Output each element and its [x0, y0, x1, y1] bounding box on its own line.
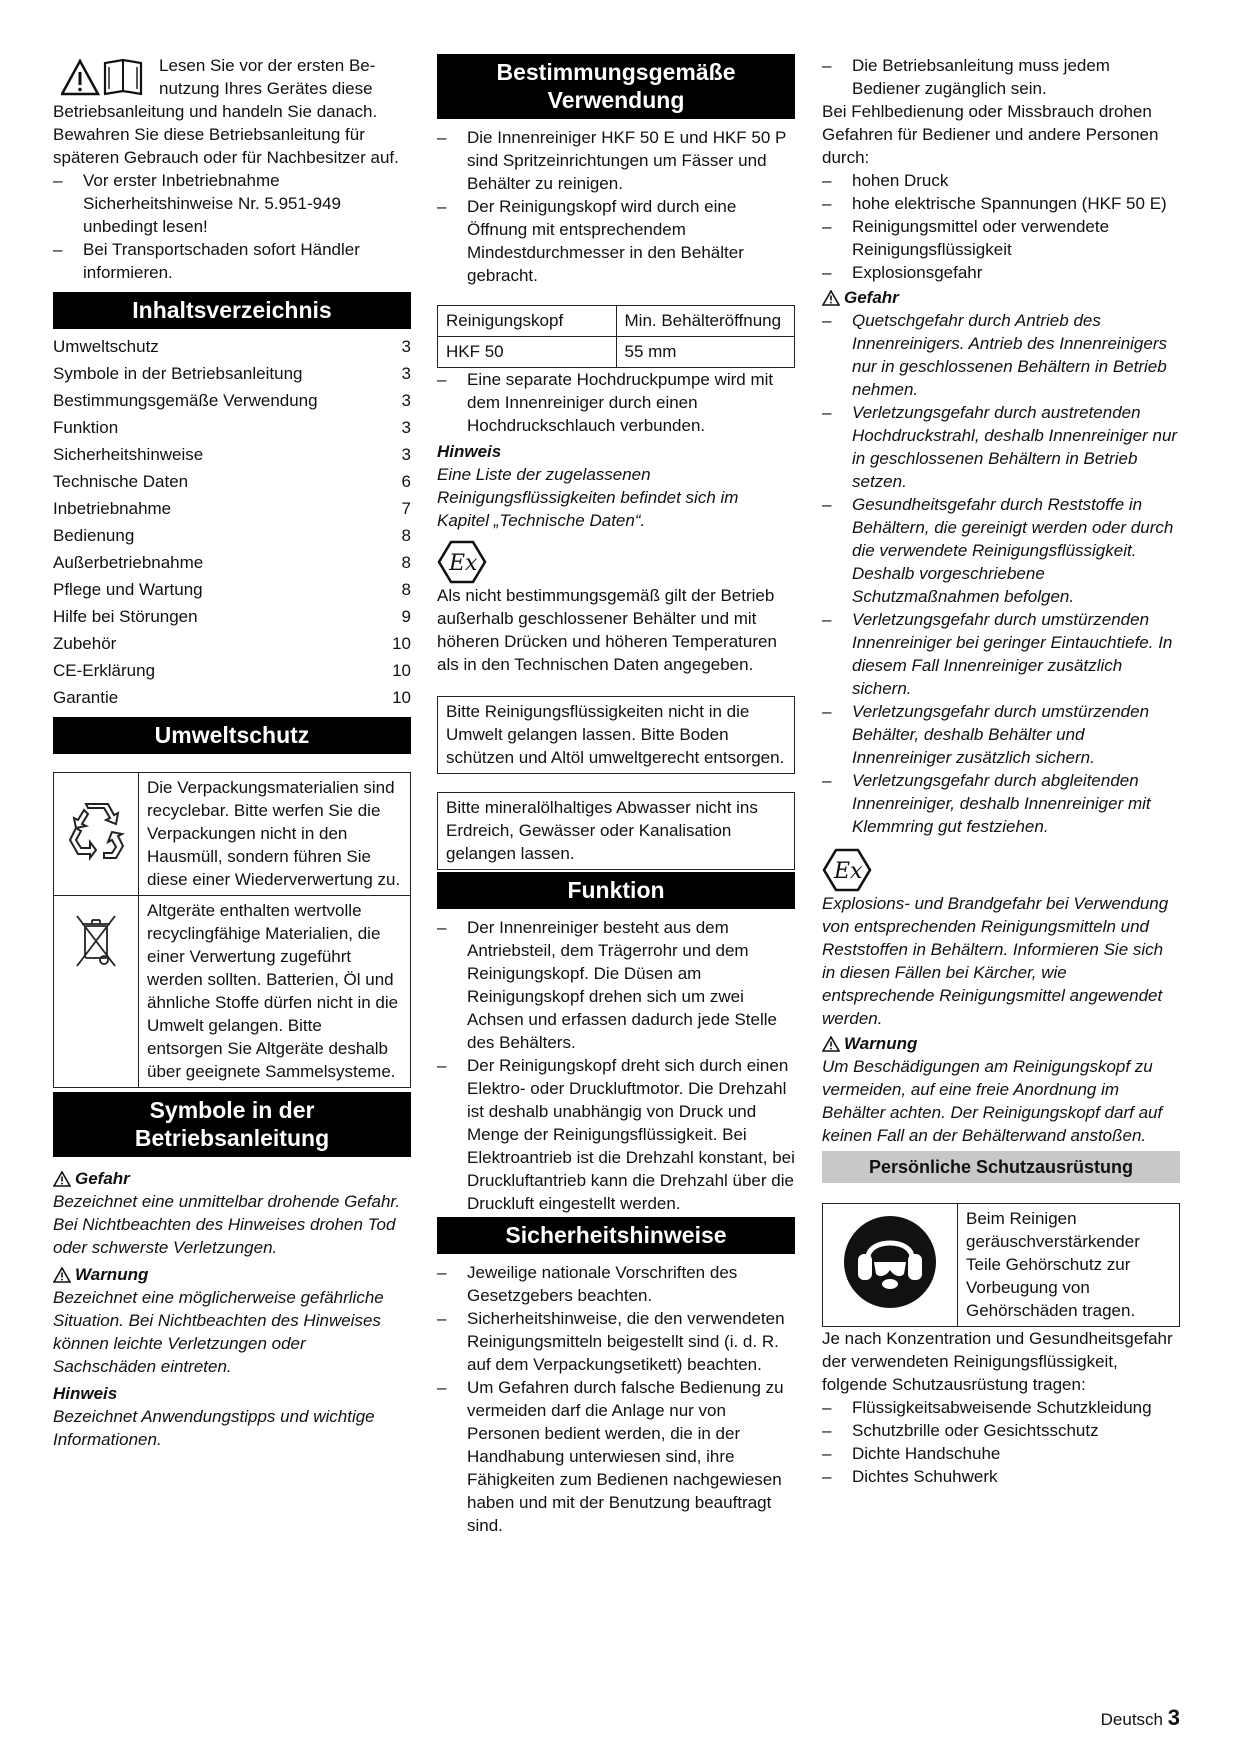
- list-item: – Die Innenreiniger HKF 50 E und HKF 50 P sind Spritzeinrichtungen um Fässer und Behälter zu reinigen.: [437, 128, 787, 193]
- funktion-heading: Funktion: [437, 872, 795, 909]
- toc-page: 6: [401, 472, 411, 491]
- list-item: – Vor erster Inbetriebnahme Sicherheitshinweise Nr. 5.951-949 unbedingt lesen!: [53, 171, 341, 236]
- svg-text:Ex: Ex: [834, 859, 863, 884]
- list-item: – Gesundheitsgefahr durch Reststoffe in Behältern, die gereinigt werden oder durch die verwendete Reinigungsflüssigkeit. Deshalb vorgeschriebene Schutzmaßnahmen befolgen.: [822, 495, 1174, 606]
- warning-triangle-icon: [53, 1171, 71, 1187]
- toc-row: [53, 387, 411, 414]
- toc-row: [53, 522, 411, 549]
- env-note-box-2: Bitte mineralölhaltiges Abwasser nicht ins Erdreich, Gewässer oder Kanalisation gelangen lassen.: [437, 792, 795, 870]
- list-item: – hohen Druck: [822, 171, 949, 190]
- hinweis-text: Eine Liste der zugelassenen Reinigungsflüssigkeiten befindet sich im Kapitel „Technische Daten“.: [437, 465, 739, 530]
- toc-label: Pflege und Wartung: [53, 580, 203, 599]
- toc-page: 3: [401, 418, 411, 437]
- toc-row: [53, 603, 411, 630]
- column-left: [53, 54, 411, 1451]
- psa-box-text: Beim Reinigen geräuschverstärkender Teile Gehörschutz zur Vorbeugung von Gehörschäden tragen.: [958, 1204, 1180, 1327]
- table-row: [54, 896, 411, 1088]
- toc-page: 10: [392, 688, 411, 707]
- warnung-label-row: [822, 1032, 1180, 1055]
- gefahr-label: Gefahr: [75, 1169, 130, 1188]
- hinweis-label: Hinweis: [53, 1384, 118, 1403]
- psa-list: [822, 1396, 1180, 1488]
- table-header-cell: Reinigungskopf: [438, 306, 617, 337]
- toc-page: 10: [392, 634, 411, 653]
- toc-label: Symbole in der Betriebsanleitung: [53, 364, 303, 383]
- toc-label: Inbetriebnahme: [53, 499, 172, 518]
- usage-bullets: [437, 126, 795, 287]
- list-item: – Der Reinigungskopf dreht sich durch einen Elektro- oder Druckluftmotor. Die Drehzahl ist deshalb unabhängig von Druck und Menge der Reinigungsflüssigkeit. Bei Elektroantrieb ist die Drehzahl konstant, bei Druckluftantrieb kann die Drehzahl über die Druckluft eingestellt werden.: [437, 1056, 795, 1213]
- ex-text: Explosions- und Brandgefahr bei Verwendung von entsprechenden Reinigungsmitteln und Reststoffen in Behältern. Informieren Sie sich in diesen Fällen bei Kärcher, wie entsprechende Reinigungsmittel angewendet werden.: [822, 894, 1169, 1028]
- list-item: – hohe elektrische Spannungen (HKF 50 E): [822, 194, 1167, 213]
- warnung-text: Bezeichnet eine möglicherweise gefährliche Situation. Bei Nichtbeachten des Hinweises können leichte Verletzungen oder Sachschäden eintreten.: [53, 1288, 384, 1376]
- toc-label: Sicherheitshinweise: [53, 445, 204, 464]
- explosion-protection-icon: [822, 848, 872, 892]
- intro-line-1: Lesen Sie vor der ersten Be-: [159, 56, 376, 75]
- funktion-bullets: [437, 916, 795, 1215]
- psa-para: Je nach Konzentration und Gesundheitsgefahr der verwendeten Reinigungsflüssigkeit, folgende Schutzausrüstung tragen:: [822, 1329, 1173, 1394]
- ex-symbol: [822, 848, 1180, 892]
- list-item: – Der Innenreiniger besteht aus dem Antriebsteil, dem Trägerrohr und dem Reinigungskopf. Die Düsen am Reinigungskopf drehen sich um zwei Achsen und erfassen dadurch jede Stelle des Behälters.: [437, 918, 777, 1052]
- toc-label: Technische Daten: [53, 472, 189, 491]
- toc-label: Zubehör: [53, 634, 117, 653]
- gefahr-label: Gefahr: [844, 288, 899, 307]
- list-item: – Um Gefahren durch falsche Bedienung zu vermeiden darf die Anlage nur von Personen bedient werden, die in der Handhabung unterwiesen sind, ihre Fähigkeiten zum Bedienen nachgewiesen haben und mit der Benutzung beauftragt sind.: [437, 1378, 784, 1535]
- warning-triangle-icon: [822, 1036, 840, 1052]
- list-item: – Quetschgefahr durch Antrieb des Innenreinigers. Antrieb des Innenreinigers nur in geschlossenen Behältern in Betrieb nehmen.: [822, 311, 1168, 399]
- psa-table: [822, 1203, 1180, 1327]
- table-cell: HKF 50: [438, 337, 617, 368]
- toc-heading: Inhaltsverzeichnis: [53, 292, 411, 329]
- toc-row: [53, 414, 411, 441]
- hinweis-text: Bezeichnet Anwendungstipps und wichtige Informationen.: [53, 1407, 375, 1449]
- list-item: – Flüssigkeitsabweisende Schutzkleidung: [822, 1398, 1152, 1417]
- toc-label: Umweltschutz: [53, 337, 159, 356]
- warning-triangle-icon: [822, 290, 840, 306]
- list-item: – Jeweilige nationale Vorschriften des Gesetzgebers beachten.: [437, 1263, 738, 1305]
- toc-row: [53, 360, 411, 387]
- toc-label: CE-Erklärung: [53, 661, 156, 680]
- list-item: – Verletzungsgefahr durch austretenden Hochdruckstrahl, deshalb Innenreiniger nur in geschlossenen Behältern in Betrieb setzen.: [822, 403, 1178, 491]
- list-item: – Verletzungsgefahr durch umstürzenden Innenreiniger bei geringer Eintauchtiefe. In diesem Fall Innenreiniger zusätzlich sichern.: [822, 610, 1173, 698]
- symbols-heading: Symbole in der Betriebsanleitung: [53, 1092, 411, 1157]
- gefahr-label-row: [53, 1167, 411, 1190]
- toc-label: Hilfe bei Störungen: [53, 607, 198, 626]
- toc-page: 3: [401, 391, 411, 410]
- recycle-icon: [66, 800, 126, 862]
- warning-triangle-icon: [53, 1267, 71, 1283]
- intro-rest: Betriebsanleitung und handeln Sie danach. Bewahren Sie diese Betriebsanleitung für späteren Gebrauch oder für Nachbesitzer auf.: [53, 102, 399, 167]
- intro-bullets: [53, 169, 411, 284]
- table-row: [823, 1204, 1180, 1327]
- toc-row: [53, 468, 411, 495]
- toc-row: [53, 441, 411, 468]
- toc-row: [53, 549, 411, 576]
- env-table: [53, 772, 411, 1088]
- ex-symbol: [437, 540, 795, 584]
- top-bullet: [822, 54, 1180, 100]
- toc: [53, 333, 411, 711]
- sicherheit-heading: Sicherheitshinweise: [437, 1217, 795, 1254]
- toc-label: Funktion: [53, 418, 119, 437]
- table-row: [54, 773, 411, 896]
- list-item: – Explosionsgefahr: [822, 263, 983, 282]
- warning-and-manual-icon: [61, 58, 145, 98]
- opening-table: [437, 305, 795, 368]
- svg-text:Ex: Ex: [449, 551, 478, 576]
- usage-bullet-3: [437, 368, 795, 437]
- toc-page: 3: [401, 364, 411, 383]
- intro: [53, 54, 411, 169]
- toc-label: Garantie: [53, 688, 119, 707]
- toc-page: 10: [392, 661, 411, 680]
- hinweis-label: Hinweis: [437, 442, 502, 461]
- toc-label: Bedienung: [53, 526, 135, 545]
- list-item: – Verletzungsgefahr durch umstürzenden Behälter, deshalb Behälter und Innenreiniger zusätzlich sichern.: [822, 702, 1150, 767]
- toc-page: 3: [401, 337, 411, 356]
- table-header-cell: Min. Behälteröffnung: [616, 306, 795, 337]
- column-right: [822, 54, 1180, 1488]
- list-item: – Eine separate Hochdruckpumpe wird mit dem Innenreiniger durch einen Hochdruckschlauch verbunden.: [437, 370, 774, 435]
- column-middle: [437, 54, 795, 1537]
- recycle-cell: [54, 773, 139, 896]
- toc-page: 3: [401, 445, 411, 464]
- toc-row: [53, 657, 411, 684]
- env-text-1: Die Verpackungsmaterialien sind recyclebar. Bitte werfen Sie die Verpackungen nicht in den Hausmüll, sondern führen Sie diese einer Wiederverwertung zu.: [139, 773, 411, 896]
- warnung-label: Warnung: [844, 1034, 918, 1053]
- ppe-icon-cell: [823, 1204, 958, 1327]
- toc-label: Bestimmungsgemäße Verwendung: [53, 391, 318, 410]
- hazard-list: [822, 169, 1180, 284]
- list-item: – Dichtes Schuhwerk: [822, 1467, 998, 1486]
- psa-heading: Persönliche Schutzausrüstung: [822, 1151, 1180, 1183]
- page-number: 3: [1167, 1705, 1180, 1730]
- explosion-protection-icon: [437, 540, 487, 584]
- list-item: – Der Reinigungskopf wird durch eine Öffnung mit entsprechendem Mindestdurchmesser in den Behälter gebracht.: [437, 197, 744, 285]
- gefahr-list: [822, 309, 1180, 838]
- usage-heading: Bestimmungsgemäße Verwendung: [437, 54, 795, 119]
- list-item: – Dichte Handschuhe: [822, 1444, 1001, 1463]
- toc-page: 8: [401, 553, 411, 572]
- env-heading: Umweltschutz: [53, 717, 411, 754]
- toc-page: 9: [401, 607, 411, 626]
- toc-label: Außerbetriebnahme: [53, 553, 204, 572]
- list-item: – Schutzbrille oder Gesichtsschutz: [822, 1421, 1099, 1440]
- env-text-2: Altgeräte enthalten wertvolle recyclingfähige Materialien, die einer Verwertung zugeführt werden sollten. Batterien, Öl und ähnliche Stoffe dürfen nicht in die Umwelt gelangen. Bitte entsorgen Sie Altgeräte deshalb über geeignete Sammelsysteme.: [139, 896, 411, 1088]
- gefahr-text: Bezeichnet eine unmittelbar drohende Gefahr. Bei Nichtbeachten des Hinweises drohen Tod oder schwerste Verletzungen.: [53, 1192, 401, 1257]
- gefahr-label-row: [822, 286, 1180, 309]
- weee-cell: [54, 896, 139, 1088]
- intro-line-2: nutzung Ihres Gerätes diese: [159, 79, 373, 98]
- toc-row: [53, 630, 411, 657]
- toc-row: [53, 576, 411, 603]
- toc-page: 8: [401, 526, 411, 545]
- toc-page: 8: [401, 580, 411, 599]
- warnung-label: Warnung: [75, 1265, 149, 1284]
- crossed-bin-icon: [71, 910, 121, 972]
- hazard-intro: Bei Fehlbedienung oder Missbrauch drohen Gefahren für Bediener und andere Personen durch:: [822, 102, 1159, 167]
- toc-row: [53, 333, 411, 360]
- footer-language: Deutsch: [1100, 1710, 1164, 1729]
- env-note-box-1: Bitte Reinigungsflüssigkeiten nicht in die Umwelt gelangen lassen. Bitte Boden schützen und Altöl umweltgerecht entsorgen.: [437, 696, 795, 774]
- table-row: [438, 337, 795, 368]
- hearing-eye-protection-icon: [842, 1214, 938, 1310]
- warnung-text: Um Beschädigungen am Reinigungskopf zu vermeiden, auf eine freie Anordnung im Behälter achten. Der Reinigungskopf darf auf keinen Fall an der Behälterwand anstoßen.: [822, 1057, 1163, 1145]
- list-item: – Die Betriebsanleitung muss jedem Bediener zugänglich sein.: [822, 56, 1110, 98]
- list-item: – Sicherheitshinweise, die den verwendeten Reinigungsmitteln beigestellt sind (i. d. R. auf dem Verpackungsetikett) beachten.: [437, 1309, 785, 1374]
- ex-text: Als nicht bestimmungsgemäß gilt der Betrieb außerhalb geschlossener Behälter und mit höheren Drücken und höheren Temperaturen als in den Technischen Daten angegeben.: [437, 586, 777, 674]
- table-row: [438, 306, 795, 337]
- intro-icons: [61, 58, 145, 98]
- page-footer: [1101, 1706, 1180, 1731]
- toc-row: [53, 684, 411, 711]
- list-item: – Reinigungsmittel oder verwendete Reinigungsflüssigkeit: [822, 217, 1110, 259]
- list-item: – Bei Transportschaden sofort Händler informieren.: [53, 240, 360, 282]
- list-item: – Verletzungsgefahr durch abgleitenden Innenreiniger, deshalb Innenreiniger mit Klemmring gut festziehen.: [822, 771, 1151, 836]
- toc-page: 7: [401, 499, 411, 518]
- table-cell: 55 mm: [616, 337, 795, 368]
- toc-row: [53, 495, 411, 522]
- warnung-label-row: [53, 1263, 411, 1286]
- sicherheit-bullets: [437, 1261, 795, 1537]
